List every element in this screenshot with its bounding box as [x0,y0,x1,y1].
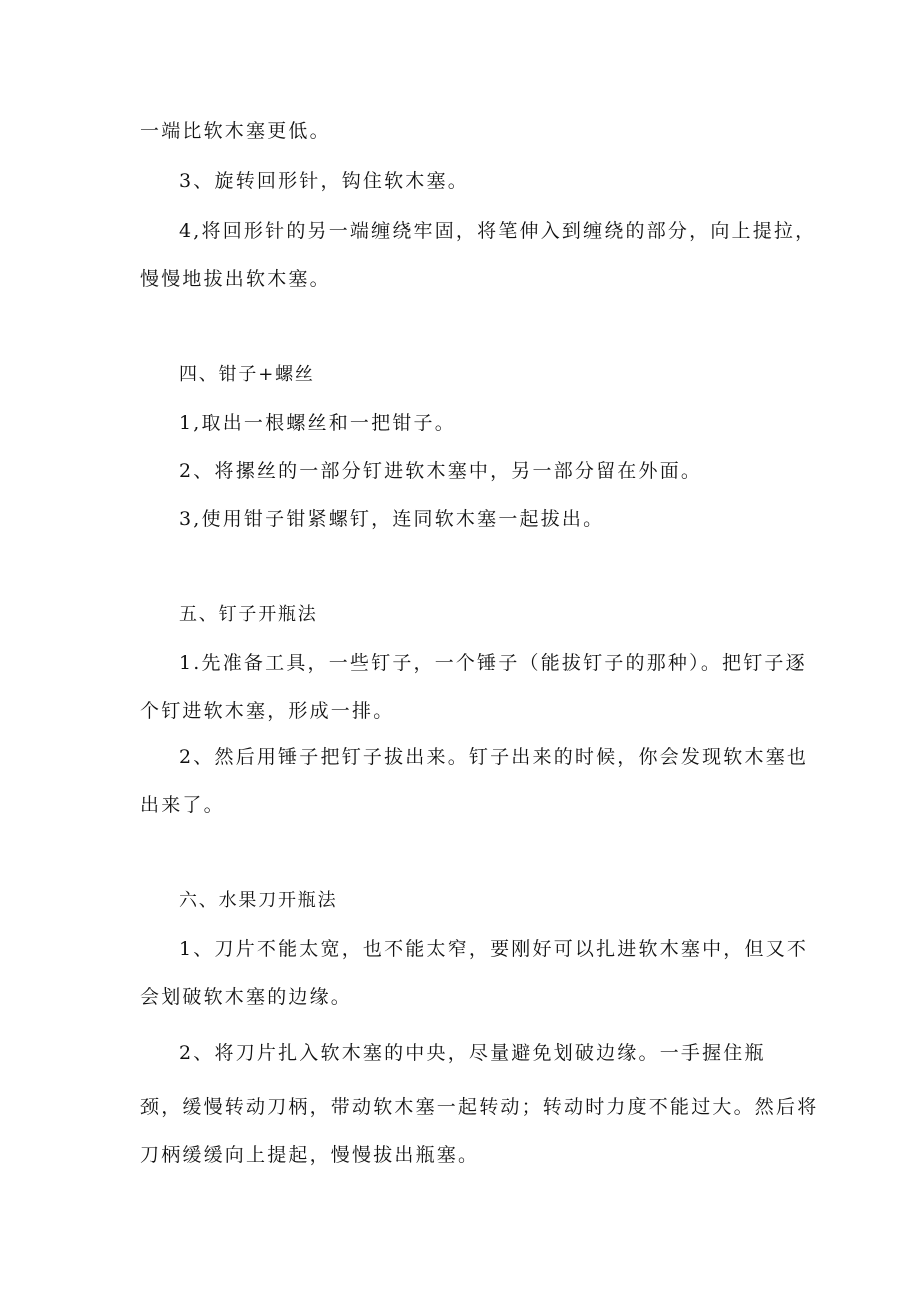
paragraph-line: 出来了。 [140,794,225,816]
paragraph-line: 慢慢地拔出软木塞。 [140,268,331,290]
section-heading-fruit-knife: 六、水果刀开瓶法 [179,890,338,911]
step-3-pliers: 3,使用钳子钳紧螺钉，连同软木塞一起拔出。 [179,508,605,530]
paragraph-line: 颈，缓慢转动刀柄，带动软木塞一起转动；转动时力度不能过大。然后将 [140,1096,819,1118]
step-1-knife: 1、刀片不能太宽，也不能太窄，要刚好可以扎进软木塞中，但又不 [179,938,809,960]
step-1-pliers: 1,取出一根螺丝和一把钳子。 [179,412,456,434]
step-3-paperclip: 3、旋转回形针，钩住软木塞。 [179,170,469,192]
paragraph-line: 一端比软木塞更低。 [140,120,331,142]
section-heading-nails: 五、钉子开瓶法 [179,604,318,625]
paragraph-line: 会划破软木塞的边缘。 [140,986,353,1008]
paragraph-line: 个钉进软木塞，形成一排。 [140,700,395,722]
step-2-nails: 2、然后用锤子把钉子拔出来。钉子出来的时候，你会发现软木塞也 [179,746,809,768]
step-2-knife: 2、将刀片扎入软木塞的中央，尽量避免划破边缘。一手握住瓶 [179,1042,766,1064]
step-4-paperclip: 4,将回形针的另一端缠绕牢固，将笔伸入到缠绕的部分，向上提拉， [179,220,817,242]
step-1-nails: 1.先准备工具，一些钉子，一个锤子（能拔钉子的那种）。把钉子逐 [179,652,807,674]
step-2-pliers: 2、将摞丝的一部分钉进软木塞中，另一部分留在外面。 [179,460,703,482]
section-heading-pliers-screw: 四、钳子+螺丝 [179,364,315,385]
paragraph-line: 刀柄缓缓向上提起，慢慢拔出瓶塞。 [140,1144,480,1166]
